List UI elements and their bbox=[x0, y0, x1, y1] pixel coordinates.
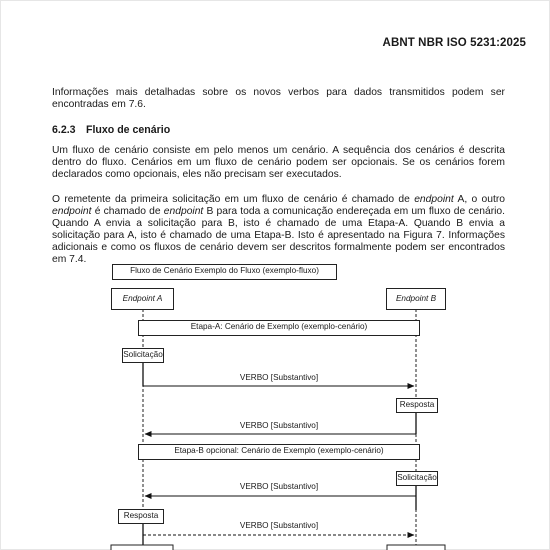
message-label-3: VERBO [Substantivo] bbox=[239, 482, 319, 491]
endpoint-a-box: Endpoint A bbox=[111, 288, 174, 310]
section-title: Fluxo de cenário bbox=[86, 124, 171, 136]
standard-header: ABNT NBR ISO 5231:2025 bbox=[382, 37, 526, 49]
step-a-box: Etapa-A: Cenário de Exemplo (exemplo-cenário) bbox=[138, 320, 420, 336]
request-box-b: Solicitação bbox=[396, 471, 438, 486]
paragraph-verbs-reference: Informações mais detalhadas sobre os novos verbos para dados transmitidos podem ser encontradas em 7.6. bbox=[52, 87, 505, 110]
paragraph-endpoints: O remetente da primeira solicitação em um fluxo de cenário é chamado de endpoint A, o outro endpoint é chamado de endpoint B para toda a comunicação endereçada em um fluxo de cenário. Quando A envia a solicitação para B, isto é chamado de uma Etapa-A. Quando B envia a solicitação para A, isto é chamado de uma Etapa-B. Isto é apresentado na Figura 7. Informações adicionais e como os fluxos de cenário devem ser descritos formalmente podem ser encontrados em 7.4. bbox=[52, 194, 506, 265]
response-box-b: Resposta bbox=[396, 398, 438, 413]
message-label-4: VERBO [Substantivo] bbox=[239, 521, 319, 530]
request-box-a: Solicitação bbox=[122, 348, 164, 363]
section-number: 6.2.3 bbox=[52, 124, 76, 136]
message-label-2: VERBO [Substantivo] bbox=[239, 421, 319, 430]
flow-title-box: Fluxo de Cenário Exemplo do Fluxo (exemplo-fluxo) bbox=[112, 264, 337, 280]
step-b-box: Etapa-B opcional: Cenário de Exemplo (exemplo-cenário) bbox=[138, 444, 420, 460]
response-box-a: Resposta bbox=[118, 509, 164, 524]
endpoint-b-box: Endpoint B bbox=[386, 288, 446, 310]
message-label-1: VERBO [Substantivo] bbox=[239, 373, 319, 382]
section-heading bbox=[52, 124, 170, 136]
paragraph-scenario-flow: Um fluxo de cenário consiste em pelo menos um cenário. A sequência dos cenários é descrita dentro do fluxo. Cenários em um fluxo de cenário podem ser opcionais. Se os cenários forem declarados como opcionais, eles não precisam ser executados. bbox=[52, 145, 505, 180]
